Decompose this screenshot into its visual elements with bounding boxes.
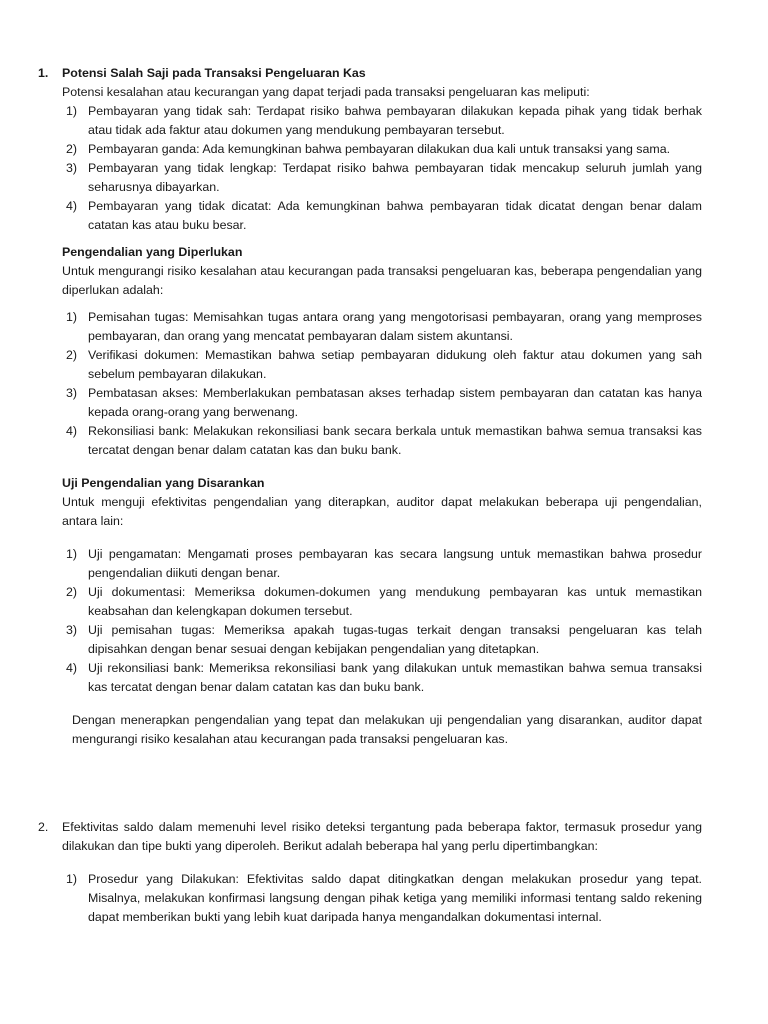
list-item: 1) Uji pengamatan: Mengamati proses pembayaran kas secara langsung untuk memastikan bahwa prosedur pengendalian diikuti dengan benar. <box>66 547 702 580</box>
list-item: 1) Pemisahan tugas: Memisahkan tugas antara orang yang mengotorisasi pembayaran, orang yang memproses pembayaran, dan orang yang mencatat pembayaran dalam sistem akuntansi. <box>66 310 702 343</box>
controls-intro: Untuk mengurangi risiko kesalahan atau kecurangan pada transaksi pengeluaran kas, beberapa pengendalian yang diperlukan adalah: <box>62 264 702 297</box>
tests-heading: Uji Pengendalian yang Disarankan <box>62 476 265 490</box>
tests-list <box>62 545 702 697</box>
section-1 <box>38 64 702 749</box>
controls-list <box>62 308 702 460</box>
list-item: 2) Pembayaran ganda: Ada kemungkinan bahwa pembayaran dilakukan dua kali untuk transaksi yang sama. <box>66 142 671 156</box>
list-item: 2) Uji dokumentasi: Memeriksa dokumen-dokumen yang mendukung pembayaran kas untuk memastikan keabsahan dan kelengkapan dokumen tersebut. <box>66 585 702 618</box>
section-1-intro: Potensi kesalahan atau kecurangan yang dapat terjadi pada transaksi pengeluaran kas meliputi: <box>62 85 590 99</box>
list-item: 3) Pembayaran yang tidak lengkap: Terdapat risiko bahwa pembayaran tidak mencakup seluruh jumlah yang seharusnya dibayarkan. <box>66 161 702 194</box>
section-2 <box>38 818 702 927</box>
risk-list <box>62 102 702 235</box>
list-item: 4) Rekonsiliasi bank: Melakukan rekonsiliasi bank secara berkala untuk memastikan bahwa semua transaksi kas tercatat dengan benar dalam catatan kas dan buku bank. <box>66 424 702 457</box>
section-2-number: 2. <box>38 820 49 834</box>
section-1-number: 1. <box>38 66 49 80</box>
section-2-list <box>62 870 702 927</box>
list-item: 1) Prosedur yang Dilakukan: Efektivitas saldo dapat ditingkatkan dengan melakukan prosedur yang tepat. Misalnya, melakukan konfirmasi langsung dengan pihak ketiga yang memiliki informasi tentang saldo rekening dapat memberikan bukti yang lebih kuat daripada hanya mengandalkan dokumentasi internal. <box>66 872 702 924</box>
list-item: 1) Pembayaran yang tidak sah: Terdapat risiko bahwa pembayaran dilakukan kepada pihak yang tidak berhak atau tidak ada faktur atau dokumen yang mendukung pembayaran tersebut. <box>66 104 702 137</box>
list-item: 3) Uji pemisahan tugas: Memeriksa apakah tugas-tugas terkait dengan transaksi pengeluaran kas telah dipisahkan dengan benar sesuai dengan kebijakan pengendalian yang ditetapkan. <box>66 623 702 656</box>
list-item: 3) Pembatasan akses: Memberlakukan pembatasan akses terhadap sistem pembayaran dan catatan kas hanya kepada orang-orang yang berwenang. <box>66 386 702 419</box>
section-2-intro: Efektivitas saldo dalam memenuhi level risiko deteksi tergantung pada beberapa faktor, termasuk prosedur yang dilakukan dan tipe bukti yang diperoleh. Berikut adalah beberapa hal yang perlu dipertimbangkan: <box>62 820 702 853</box>
section-1-heading: Potensi Salah Saji pada Transaksi Pengeluaran Kas <box>62 66 366 80</box>
list-item: 4) Pembayaran yang tidak dicatat: Ada kemungkinan bahwa pembayaran tidak dicatat dengan benar dalam catatan kas atau buku besar. <box>66 199 702 232</box>
list-item: 4) Uji rekonsiliasi bank: Memeriksa rekonsiliasi bank yang dilakukan untuk memastikan bahwa semua transaksi kas tercatat dengan benar dalam catatan kas dan buku bank. <box>66 661 702 694</box>
tests-intro: Untuk menguji efektivitas pengendalian yang diterapkan, auditor dapat melakukan beberapa uji pengendalian, antara lain: <box>62 495 702 528</box>
list-item: 2) Verifikasi dokumen: Memastikan bahwa setiap pembayaran didukung oleh faktur atau dokumen yang sah sebelum pembayaran dilakukan. <box>66 348 702 381</box>
controls-heading: Pengendalian yang Diperlukan <box>62 245 243 259</box>
conclusion-paragraph: Dengan menerapkan pengendalian yang tepat dan melakukan uji pengendalian yang disarankan, auditor dapat mengurangi risiko kesalahan atau kecurangan pada transaksi pengeluaran kas. <box>72 713 702 746</box>
